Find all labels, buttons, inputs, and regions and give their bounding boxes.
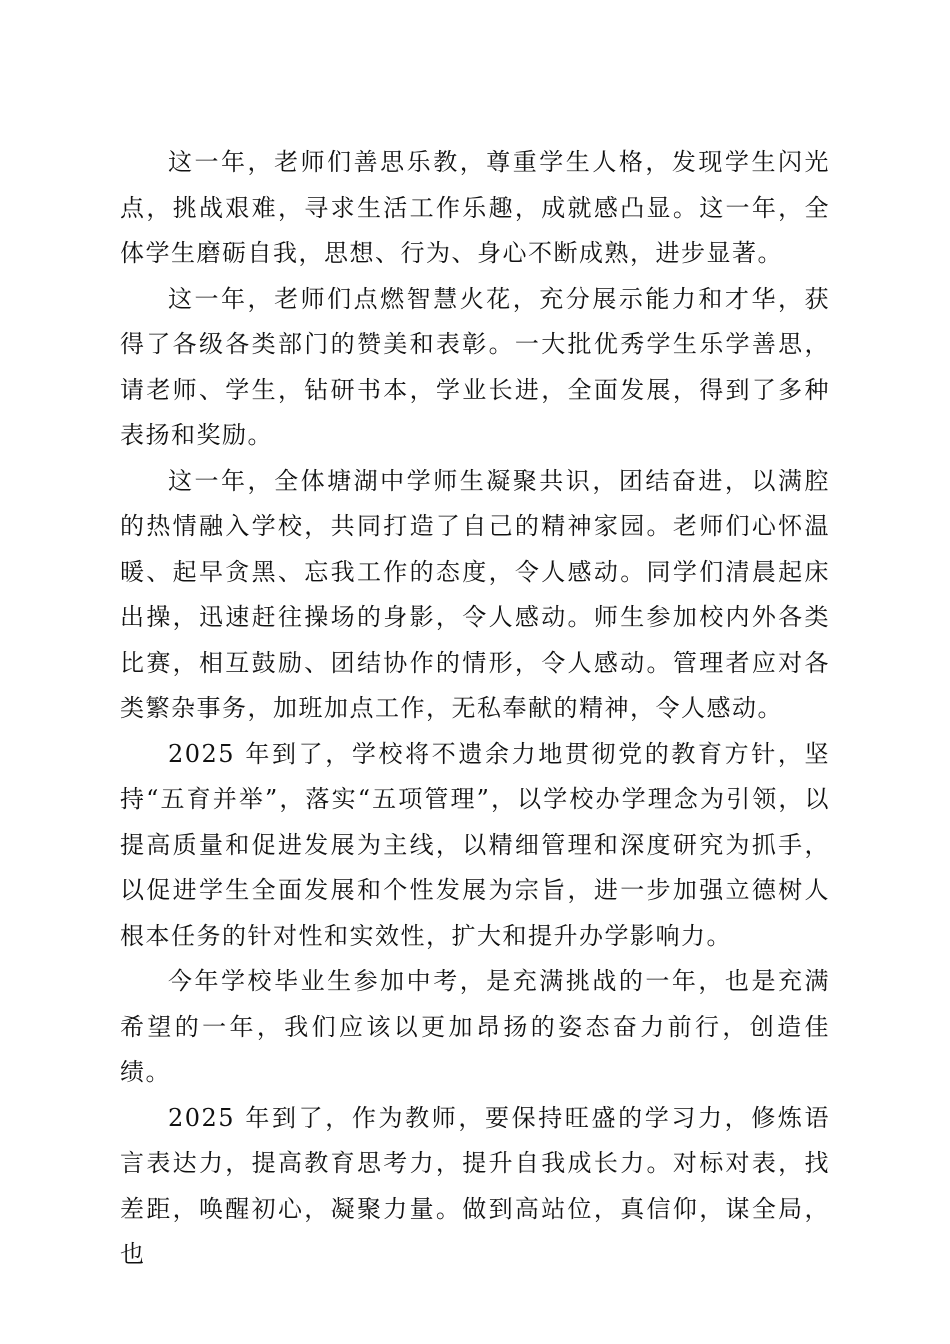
paragraph-6: 2025 年到了，作为教师，要保持旺盛的学习力，修炼语言表达力，提高教育思考力，提升自我成长力。对标对表，找差距，唤醒初心，凝聚力量。做到高站位，真信仰，谋全局，也 <box>120 1103 830 1268</box>
document-body <box>120 140 830 1278</box>
paragraph-4: 2025 年到了，学校将不遗余力地贯彻党的教育方针，坚持“五育并举”，落实“五项管理”，以学校办学理念为引领，以提高质量和促进发展为主线，以精细管理和深度研究为抓手，以促进学生全面发展和个性发展为宗旨，进一步加强立德树人根本任务的针对性和实效性，扩大和提升办学影响力。 <box>120 739 830 950</box>
paragraph-1: 这一年，老师们善思乐教，尊重学生人格，发现学生闪光点，挑战艰难，寻求生活工作乐趣，成就感凸显。这一年，全体学生磨砺自我，思想、行为、身心不断成熟，进步显著。 <box>120 148 830 267</box>
paragraph-2: 这一年，老师们点燃智慧火花，充分展示能力和才华，获得了各级各类部门的赞美和表彰。一大批优秀学生乐学善思，请老师、学生，钻研书本，学业长进，全面发展，得到了多种表扬和奖励。 <box>120 284 830 449</box>
paragraph-3: 这一年，全体塘湖中学师生凝聚共识，团结奋进，以满腔的热情融入学校，共同打造了自己的精神家园。老师们心怀温暖、起早贪黑、忘我工作的态度，令人感动。同学们清晨起床出操，迅速赶往操场的身影，令人感动。师生参加校内外各类比赛，相互鼓励、团结协作的情形，令人感动。管理者应对各类繁杂事务，加班加点工作，无私奉献的精神，令人感动。 <box>120 466 830 722</box>
paragraph-5: 今年学校毕业生参加中考，是充满挑战的一年，也是充满希望的一年，我们应该以更加昂扬的姿态奋力前行，创造佳绩。 <box>120 967 830 1086</box>
